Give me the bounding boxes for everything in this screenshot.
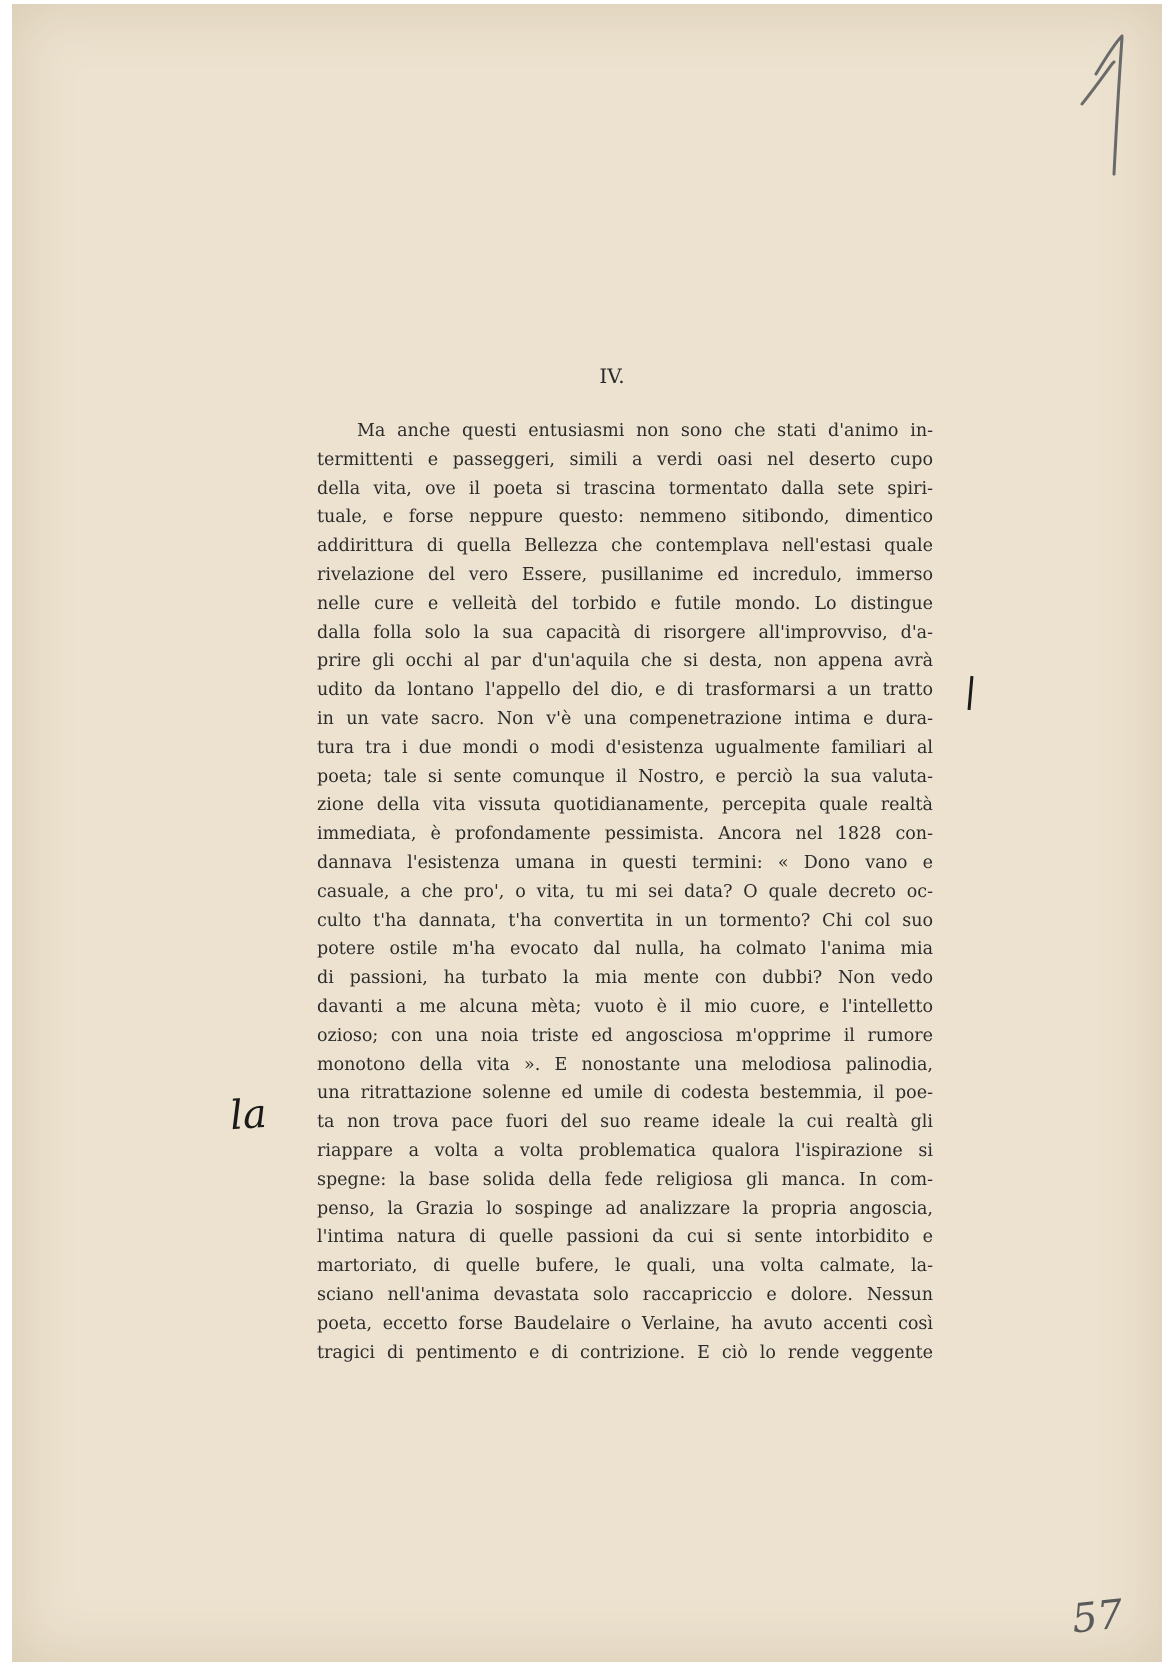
text-line: nelle cure e velleità del torbido e futile mondo. Lo distingue xyxy=(317,593,933,614)
handwritten-page-number: 57 xyxy=(1069,1591,1126,1643)
text-line: monotono della vita ». E nonostante una melodiosa palinodia, xyxy=(317,1054,933,1075)
text-line: di passioni, ha turbato la mia mente con dubbi? Non vedo xyxy=(317,968,933,989)
text-line: Ma anche questi entusiasmi non sono che stati d'animo in- xyxy=(357,421,933,441)
text-line: culto t'ha dannata, t'ha convertita in un tormento? Chi col suo xyxy=(317,910,933,931)
body-text xyxy=(317,417,933,1367)
text-line: martoriato, di quelle bufere, le quali, una volta calmate, la- xyxy=(317,1256,933,1277)
text-line: poeta; tale si sente comunque il Nostro, e perciò la sua valuta- xyxy=(317,766,933,787)
text-line: immediata, è profondamente pessimista. Ancora nel 1828 con- xyxy=(317,824,933,845)
text-line: tura tra i due mondi o modi d'esistenza ugualmente familiari al xyxy=(317,737,933,758)
handwritten-mark-top xyxy=(1074,34,1134,184)
text-line: sciano nell'anima devastata solo raccapriccio e dolore. Nessun xyxy=(317,1284,933,1305)
text-line: tuale, e forse neppure questo: nemmeno sitibondo, dimentico xyxy=(317,507,933,528)
text-line: casuale, a che pro', o vita, tu mi sei data? O quale decreto oc- xyxy=(317,881,933,902)
text-line: penso, la Grazia lo sospinge ad analizzare la propria angoscia, xyxy=(317,1198,933,1219)
text-line: zione della vita vissuta quotidianamente, percepita quale realtà xyxy=(317,795,933,816)
text-line: poeta, eccetto forse Baudelaire o Verlaine, ha avuto accenti così xyxy=(317,1313,933,1334)
chapter-numeral: IV. xyxy=(599,364,625,388)
text-line: prire gli occhi al par d'un'aquila che si desta, non appena avrà xyxy=(317,651,933,672)
text-line: davanti a me alcuna mèta; vuoto è il mio cuore, e l'intelletto xyxy=(317,996,933,1017)
text-line: ozioso; con una noia triste ed angosciosa m'opprime il rumore xyxy=(317,1025,933,1046)
text-line: rivelazione del vero Essere, pusillanime ed incredulo, immerso xyxy=(317,564,933,585)
text-line: potere ostile m'ha evocato dal nulla, ha colmato l'anima mia xyxy=(317,939,933,960)
text-line: riappare a volta a volta problematica qualora l'ispirazione si xyxy=(317,1140,933,1161)
text-line: addirittura di quella Bellezza che contemplava nell'estasi quale xyxy=(317,536,933,557)
text-line: ta non trova pace fuori del suo reame ideale la cui realtà gli xyxy=(317,1112,933,1133)
text-line: in un vate sacro. Non v'è una compenetrazione intima e dura- xyxy=(317,708,933,729)
text-line: dannava l'esistenza umana in questi termini: « Dono vano e xyxy=(317,852,933,873)
handwritten-margin-note: la xyxy=(228,1090,269,1140)
text-line: udito da lontano l'appello del dio, e di trasformarsi a un tratto xyxy=(317,680,933,701)
text-line: spegne: la base solida della fede religiosa gli manca. In com- xyxy=(317,1169,933,1190)
text-line: della vita, ove il poeta si trascina tormentato dalla sete spiri- xyxy=(317,478,933,499)
text-line: tragici di pentimento e di contrizione. E ciò lo rende veggente xyxy=(317,1342,933,1363)
text-line: dalla folla solo la sua capacità di risorgere all'improvviso, d'a- xyxy=(317,622,933,643)
text-line: una ritrattazione solenne ed umile di codesta bestemmia, il poe- xyxy=(317,1083,933,1104)
text-line: l'intima natura di quelle passioni da cui si sente intorbidito e xyxy=(317,1227,933,1248)
document-page xyxy=(12,4,1162,1662)
handwritten-margin-bar xyxy=(968,676,974,710)
text-line: termittenti e passeggeri, simili a verdi oasi nel deserto cupo xyxy=(317,449,933,470)
